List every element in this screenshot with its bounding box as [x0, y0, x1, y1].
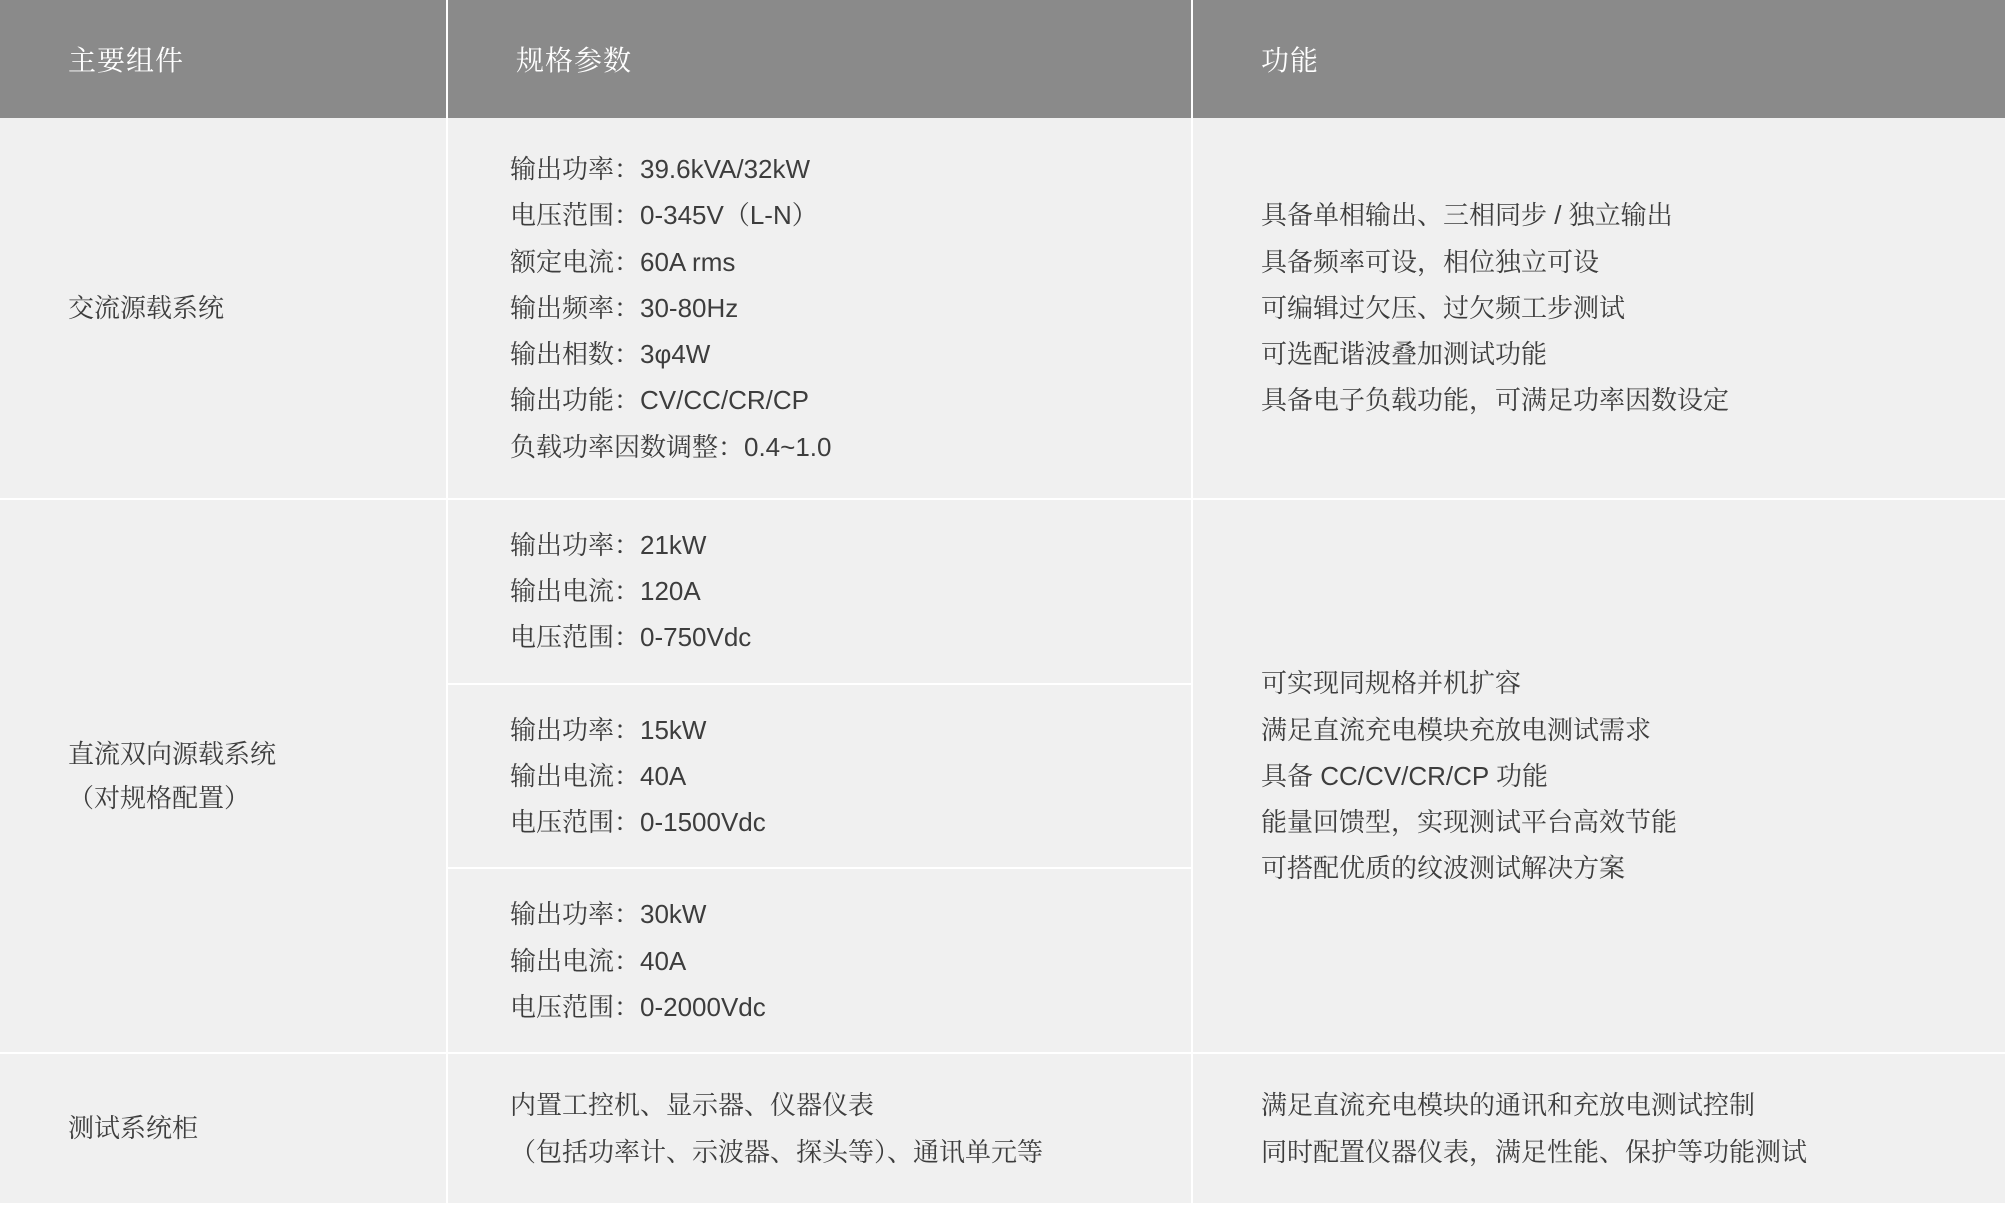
- spec-line: 输出相数：3φ4W: [510, 339, 711, 370]
- function-line: 可选配谐波叠加测试功能: [1261, 339, 1548, 370]
- spec-line: 电压范围：0-1500Vdc: [510, 807, 766, 838]
- spec-line: 输出功能：CV/CC/CR/CP: [510, 385, 810, 416]
- function-line: 具备频率可设，相位独立可设: [1261, 246, 1600, 277]
- cell-component: [0, 1053, 447, 1203]
- function-line: 可编辑过欠压、过欠频工步测试: [1261, 292, 1626, 323]
- cell-specs: [447, 118, 1192, 499]
- spec-line: 负载功率因数调整：0.4~1.0: [510, 431, 832, 462]
- header-row: [0, 0, 2005, 118]
- spec-line: 额定电流：60A rms: [510, 246, 736, 277]
- spec-line: 输出电流：40A: [510, 945, 687, 976]
- cell-specs: [447, 1053, 1192, 1203]
- table-header: [0, 0, 2005, 118]
- spec-line: （包括功率计、示波器、探头等）、通讯单元等: [510, 1136, 1044, 1167]
- spec-line: 输出功率：39.6kVA/32kW: [510, 154, 811, 184]
- spec-line: 输出功率：21kW: [510, 529, 707, 560]
- cell-function: [1192, 118, 2005, 499]
- spec-line: 输出功率：30kW: [510, 899, 707, 930]
- function-line: 能量回馈型，实现测试平台高效节能: [1261, 807, 1678, 838]
- cell-function: [1192, 499, 2005, 1053]
- function-line: 满足直流充电模块充放电测试需求: [1261, 714, 1652, 745]
- component-name: 直流双向源载系统: [68, 738, 277, 769]
- spec-line: 电压范围：0-750Vdc: [510, 622, 752, 653]
- cell-component: [0, 499, 447, 1053]
- spec-group: [448, 500, 1191, 683]
- cell-component: [0, 118, 447, 499]
- header-cell-specs: 规格参数: [447, 0, 1192, 118]
- spec-line: 输出电流：120A: [510, 576, 701, 607]
- header-cell-component: 主要组件: [0, 0, 447, 118]
- function-line: 满足直流充电模块的通讯和充放电测试控制: [1261, 1090, 1756, 1121]
- spec-line: 输出频率：30-80Hz: [510, 292, 739, 323]
- component-name: 测试系统柜: [68, 1113, 199, 1144]
- spec-line: 电压范围：0-2000Vdc: [510, 991, 766, 1022]
- spec-line: 输出电流：40A: [510, 760, 687, 791]
- function-line: 同时配置仪器仪表，满足性能、保护等功能测试: [1261, 1136, 1808, 1167]
- table-row: [0, 499, 2005, 1053]
- table-body: [0, 118, 2005, 1203]
- function-line: 具备单相输出、三相同步 / 独立输出: [1261, 200, 1673, 231]
- table-row: [0, 118, 2005, 499]
- component-name: 交流源载系统: [68, 292, 225, 323]
- spec-line: 输出功率：15kW: [510, 714, 707, 745]
- cell-specs: [447, 499, 1192, 1053]
- table-row: [0, 1053, 2005, 1203]
- component-name-sub: （对规格配置）: [68, 783, 251, 814]
- spec-line: 电压范围：0-345V（L-N）: [510, 200, 818, 231]
- header-cell-function: 功能: [1192, 0, 2005, 118]
- function-line: 可实现同规格并机扩容: [1261, 668, 1522, 699]
- function-line: 可搭配优质的纹波测试解决方案: [1261, 853, 1626, 884]
- cell-function: [1192, 1053, 2005, 1203]
- spec-group: [448, 683, 1191, 868]
- spec-group: [448, 867, 1191, 1052]
- function-line: 具备 CC/CV/CR/CP 功能: [1261, 760, 1548, 791]
- spec-line: 内置工控机、显示器、仪器仪表: [510, 1090, 875, 1121]
- function-line: 具备电子负载功能，可满足功率因数设定: [1261, 385, 1730, 416]
